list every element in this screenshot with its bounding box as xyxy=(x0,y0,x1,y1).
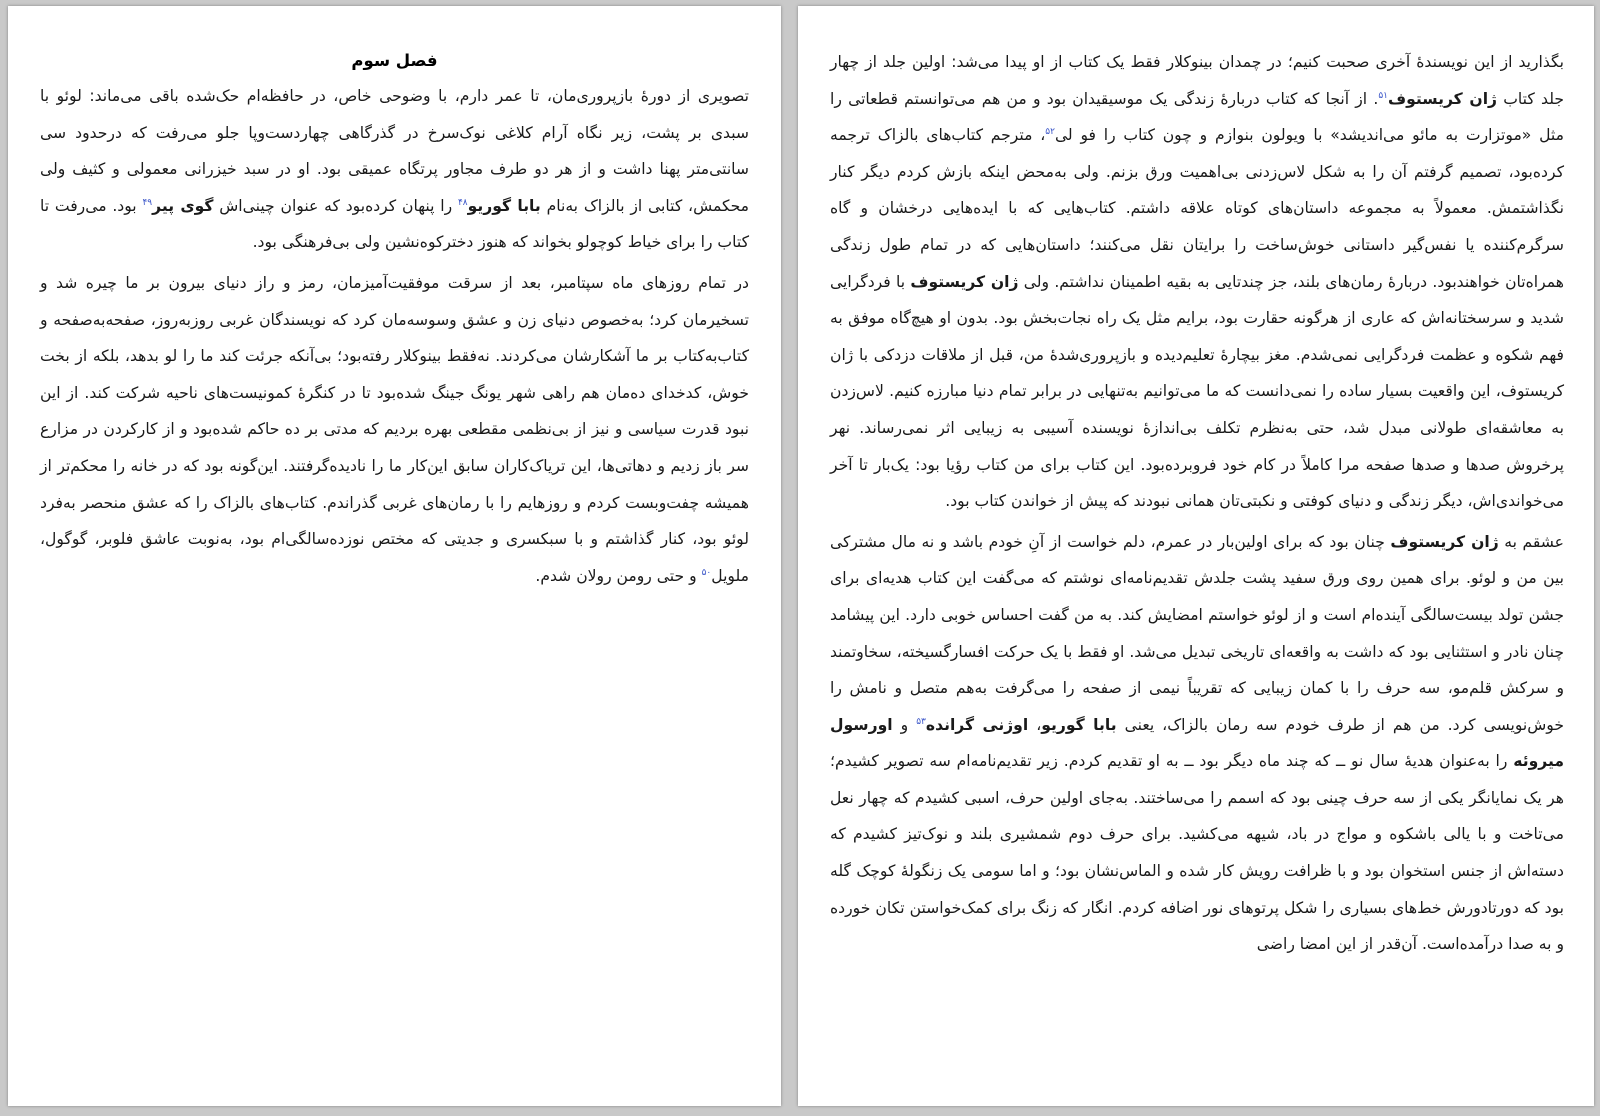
text-run: و حتی رومن رولان شدم. xyxy=(535,566,702,585)
book-title: ژان کریستوف xyxy=(910,272,1019,291)
right-page xyxy=(798,6,1594,1106)
text-run: چنان بود که برای اولین‌بار در عمرم، دلم خواست از آنِ خودم باشد و نه مال مشترکی بین من و لوئو. برای همین روی ورق سفید پشت جلدش تقدیم‌نامه‌ای نوشتم که می‌گفت این کتاب هدیه‌ای برای جشن تولد بیست‌سالگی آینده‌ام است و از لوئو خواستم امضایش کند. به من گفت احساس خوبی دارد. این پیشامد چنان نادر و استثنایی بود که داشت به واقعه‌ای تاریخی تبدیل می‌شد. او فقط با یک حرکت افسارگسیخته، سخاوتمند و سرکش قلم‌مو، سه حرف را با کمان زیبایی که تقریباً نیمی از صفحه را می‌گرفت به‌هم متصل و نامش را خوش‌نویسی کرد. من هم از طرف خودم سه رمان بالزاک، یعنی xyxy=(830,532,1564,734)
footnote-ref[interactable]: ۴۹ xyxy=(142,197,153,208)
text-run: و xyxy=(892,715,917,734)
chapter-title: فصل سوم xyxy=(351,51,438,70)
left-page-text xyxy=(40,78,749,594)
book-title: بابا گوریو xyxy=(467,196,541,215)
text-run: بگذارید از این نویسندهٔ آخری صحبت کنیم؛ در چمدان بینوکلار فقط یک کتاب از او پیدا می‌شد: اولین جلد از چهار جلد کتاب xyxy=(830,53,1564,108)
book-title: ژان کریستوف xyxy=(1390,532,1499,551)
text-run: ، مترجم کتاب‌های بالزاک ترجمه کرده‌بود، تصمیم گرفتم آن را به شکل لاس‌زدنی بی‌اهمیت ورق بزنم. ولی به‌محض اینکه بازش کردم دیگر کنار نگذاشتمش. معمولاً به مجموعه داستان‌های کوتاه علاقه داشتم. کتاب‌هایی که با ایده‌هایی درخشان و گاه سرگرم‌کننده یا نفس‌گیر داستانی خوش‌ساخت را برایتان نقل می‌کنند؛ داستان‌هایی که در تمام طول زندگی همراه‌تان خواهندبود. دربارهٔ رمان‌های بلند، جز چندتایی به بقیه اطمینان نداشتم. ولی xyxy=(830,126,1564,291)
book-title: اوژنی گرانده xyxy=(925,715,1029,734)
right-page-text xyxy=(830,44,1564,963)
book-title: بابا گوریو xyxy=(1041,715,1117,734)
text-run: . از آنجا که کتاب دربارهٔ زندگی یک موسیقیدان بود و من هم می‌توانستم قطعاتی را مثل «موتزارت به مائو می‌اندیشد» با ویولون بنوازم و چون کتاب را فو لی xyxy=(830,89,1564,145)
book-title: گوی پیر xyxy=(152,196,214,215)
footnote-ref[interactable]: ۵۰ xyxy=(701,567,712,578)
book-title: ژان کریستوف xyxy=(1387,89,1498,108)
footnote-ref[interactable]: ۵۱ xyxy=(1378,90,1388,101)
paragraph xyxy=(830,44,1564,520)
footnote-ref[interactable]: ۵۲ xyxy=(1045,127,1055,137)
paragraph xyxy=(830,524,1564,963)
left-page xyxy=(8,6,781,1106)
text-run: تصویری از دورهٔ بازپروری‌مان، تا عمر دارم، با وضوحی خاص، در حافظه‌ام حک‌شده باقی می‌ماند: لوئو با سبدی بر پشت، زیر نگاه آرام کلاغی نوک‌سرخ در گذرگاهی چهاردست‌وپا جلو می‌رفت که درحدود سی سانتی‌متر پهنا داشت و از هر دو طرف مجاور پرتگاه عمیقی بود. او در سبد خیزرانی معمولی و کثیف ولی محکمش، کتابی از بالزاک به‌نام xyxy=(40,87,750,215)
footnote-ref[interactable]: ۴۸ xyxy=(457,197,468,208)
text-run: در تمام روزهای ماه سپتامبر، بعد از سرقت موفقیت‌آمیزمان، رمز و راز دنیای بیرون بر ما چیره شد و تسخیرمان کرد؛ به‌خصوص دنیای زن و عشق وسوسه‌مان کرد که نویسندگان غربی روزبه‌روز، صفحه‌به‌صفحه و کتاب‌به‌کتاب بر ما آشکارشان می‌کردند. نه‌فقط بینوکلار رفته‌بود؛ بی‌آنکه جرئت کند ما را لو بدهد، بلکه از بخت خوش، کدخدای ده‌مان هم راهی شهر یونگ جینگ شده‌بود تا در کنگرهٔ کمونیست‌های ناحیه شرکت کند. از این نبود قدرت سیاسی و نیز از بی‌نظمی مقطعی بهره بردیم که مدتی بر ده حاکم شده‌بود و از کارکردن در مزارع سر باز زدیم و دهاتی‌ها، این تریاک‌کاران سابق این‌کار ما را نادیده‌گرفتند. این‌گونه بود که در خانه را محکم‌تر از همیشه چفت‌وبست کردم و روزهایم را با رمان‌های غربی گذراندم. کتاب‌های بالزاک را که عشق منحصر به‌فرد لوئو بود، کنار گذاشتم و با سبکسری و جدیتی که مختص نوزده‌سالگی‌ام بود، به‌نوبت عاشق فلوبر، گوگول، ملویل xyxy=(40,273,749,585)
text-run: ، xyxy=(1028,715,1042,734)
paragraph xyxy=(40,265,749,594)
text-run: با فردگرایی شدید و سرسختانه‌اش که عاری از هرگونه حقارت بود، برایم مثل یک راه نجات‌بخش بود. بدون او هیچ‌گاه موفق به فهم شکوه و عظمت فردگرایی نمی‌شدم. مغز بیچارهٔ تعلیم‌دیده و بازپروری‌شدهٔ من، قبل از ملاقات دزدکی با ژان کریستوف، این واقعیت بسیار ساده را نمی‌دانست که ما می‌توانیم به‌تنهایی در برابر تمام دنیا مبارزه کنیم. لاس‌زدن به معاشقه‌ای طولانی مبدل شد، حتی به‌نظرم تکلف بی‌اندازهٔ نویسنده آسیبی به زیبایی اثر نمی‌رساند. نهر پرخروش صدها و صدها صفحه مرا کاملاً در کام خود فروبرده‌بود. این کتاب برای من کتاب رؤیا بود: یک‌بار تا آخر می‌خواندی‌اش، دیگر زندگی و دنیای کوفتی و نکبتی‌تان همانی نبودند که پیش از خواندن کتاب بود. xyxy=(830,272,1564,511)
text-run: را به‌عنوان هدیهٔ سال نو ــ که چند ماه دیگر بود ــ به او تقدیم کردم. زیر تقدیم‌نامه‌ام سه تصویر کشیدم؛ هر یک نمایانگر یکی از سه حرف چینی بود که اسمم را می‌ساختند. به‌جای اولین حرف، اسبی کشیدم که چهار نعل می‌تاخت و با یالی باشکوه و مواج در باد، شیهه می‌کشید. برای حرف دوم شمشیری بلند و نوک‌تیز کشیدم که دسته‌اش از جنس استخوان بود و با ظرافت رویش کار شده و الماس‌نشان بود؛ و اما سومی یک زنگولهٔ کوچک گله بود که دورتادورش خط‌های بسیاری را شکل پرتوهای نور اضافه کردم. انگار که زنگ برای کمک‌خواستن تکان خورده و به صدا درآمده‌است. آن‌قدر از این امضا راضی xyxy=(830,752,1564,954)
text-run: را پنهان کرده‌بود که عنوان چینی‌اش xyxy=(213,196,458,215)
book-title: اورسول میروئه xyxy=(830,715,1564,771)
text-run: بود. می‌رفت تا کتاب را برای خیاط کوچولو بخواند که هنوز دخترکوه‌نشین ولی بی‌فرهنگی بود. xyxy=(40,196,749,252)
paragraph xyxy=(40,78,749,261)
text-run: عشقم به xyxy=(1498,532,1564,551)
footnote-ref[interactable]: ۵۳ xyxy=(916,716,926,727)
